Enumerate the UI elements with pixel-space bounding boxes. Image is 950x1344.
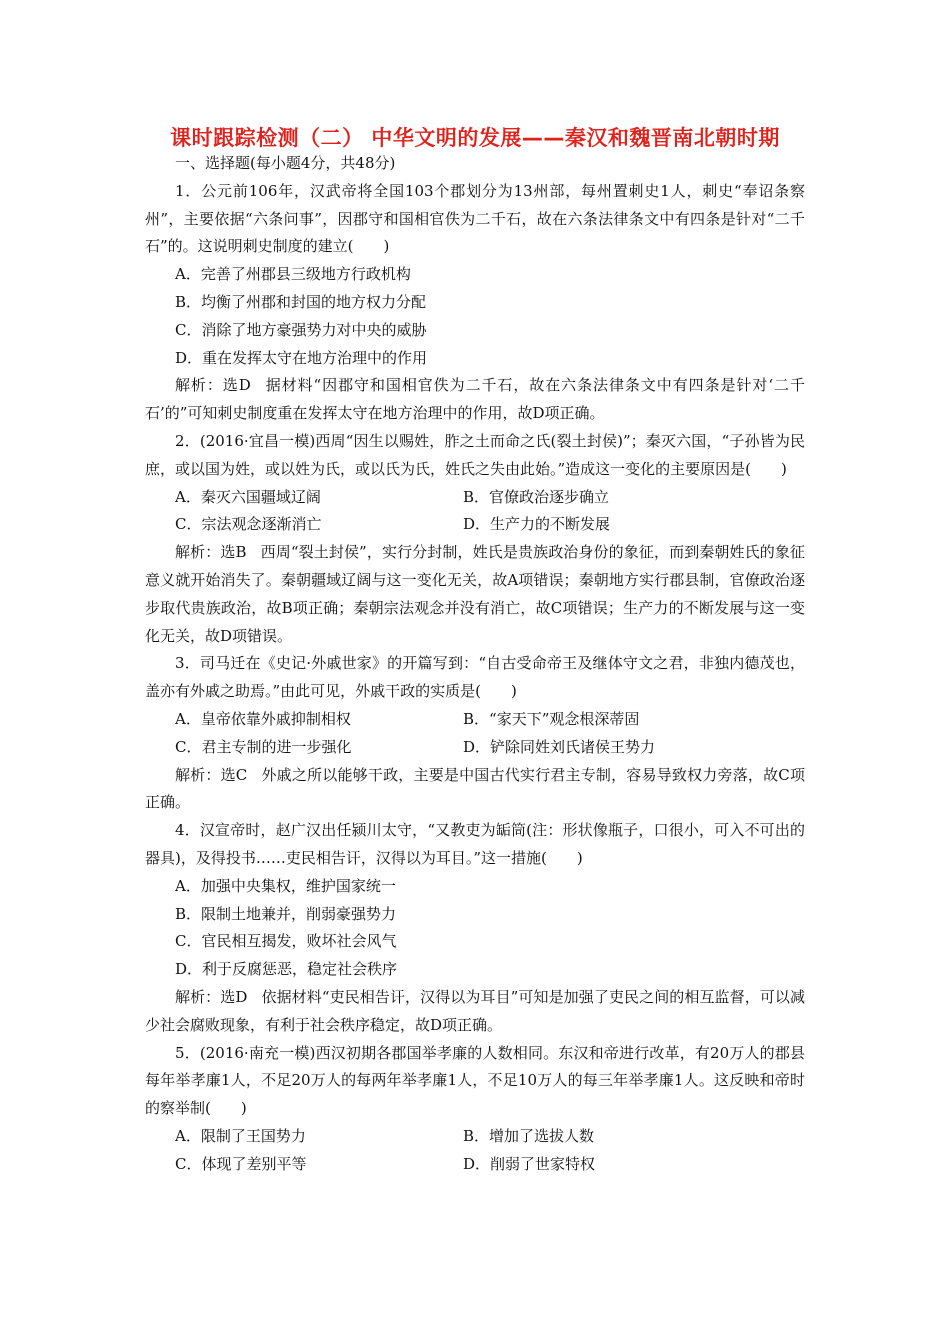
- answer-label: 解析：选D: [175, 376, 251, 395]
- option-row: [145, 734, 805, 762]
- option-d: D．生产力的不断发展: [463, 515, 611, 534]
- question-5: [145, 1040, 805, 1179]
- option-a: A．皇帝依靠外戚抑制相权: [175, 709, 351, 728]
- answer-text: 依据材料“吏民相告讦，汉得以为耳目”可知是加强了吏民之间的相互监督，可以减少社会腐败现象，有利于社会秩序稳定，故D项正确。: [145, 987, 806, 1034]
- answer-explanation: [145, 372, 805, 428]
- answer-label: 解析：选B: [175, 543, 247, 562]
- option-b: B．增加了选拔人数: [463, 1126, 595, 1145]
- option-a: A．加强中央集权，维护国家统一: [175, 876, 396, 895]
- option-row: [145, 484, 805, 512]
- option-row: [145, 511, 805, 539]
- option-a: A．秦灭六国疆域辽阔: [175, 487, 321, 506]
- question-1: [145, 178, 805, 428]
- question-stem: 4．汉宣帝时，赵广汉出任颍川太守，“又教吏为缿筒(注：形状像瓶子，口很小，可入不可出的器具)，及得投书……吏民相告讦，汉得以为耳目。”这一措施( ): [145, 821, 805, 867]
- section-heading: 一、选择题(每小题4分，共48分): [175, 154, 396, 172]
- option-d: D．削弱了世家特权: [463, 1154, 596, 1173]
- answer-text: 西周“裂土封侯”，实行分封制，姓氏是贵族政治身份的象征，而到秦朝姓氏的象征意义就开始消失了。秦朝疆域辽阔与这一变化无关，故A项错误；秦朝地方实行郡县制，官僚政治逐步取代贵族政治，故B项正确；秦朝宗法观念并没有消亡，故C项错误；生产力的不断发展与这一变化无关，故D项错误。: [145, 543, 805, 645]
- option-a: A．完善了州郡县三级地方行政机构: [175, 265, 411, 284]
- option-c: C．君主专制的进一步强化: [175, 737, 352, 756]
- option-c: C．消除了地方豪强势力对中央的威胁: [175, 320, 427, 339]
- answer-label: 解析：选C: [175, 765, 248, 784]
- answer-label: 解析：选D: [175, 987, 248, 1006]
- option-c: C．官民相互揭发，败坏社会风气: [175, 932, 397, 951]
- option-b: B．“家天下”观念根深蒂固: [463, 709, 640, 728]
- option-a: A．限制了王国势力: [175, 1126, 306, 1145]
- question-stem: 3．司马迁在《史记·外戚世家》的开篇写到：“自古受命帝王及继体守文之君，非独内德茂也，盖亦有外戚之助焉。”由此可见，外戚干政的实质是( ): [145, 654, 805, 701]
- question-4: [145, 817, 805, 1039]
- option-b: B．均衡了州郡和封国的地方权力分配: [175, 292, 427, 311]
- answer-explanation: [145, 984, 805, 1040]
- document-body: [145, 150, 805, 1178]
- option-d: D．重在发挥太守在地方治理中的作用: [175, 348, 428, 367]
- question-stem: 2．(2016·宜昌一模)西周“因生以赐姓，胙之土而命之氏(裂土封侯)”；秦灭六国，“子孙皆为民庶，或以国为姓，或以姓为氏，或以氏为氏，姓氏之失由此始。”造成这一变化的主要原因是( ): [145, 431, 805, 478]
- question-stem: 1．公元前106年，汉武帝将全国103个郡划分为13州部，每州置刺史1人，刺史“奉诏条察州”，主要依据“六条问事”，因郡守和国相官佚为二千石，故在六条法律条文中有四条是针对“二千石”的。这说明刺史制度的建立( ): [145, 181, 805, 256]
- option-row: [145, 1123, 805, 1151]
- answer-text: 据材料“因郡守和国相官佚为二千石，故在六条法律条文中有四条是针对‘二千石’的”可知刺史制度重在发挥太守在地方治理中的作用，故D项正确。: [145, 376, 805, 423]
- answer-explanation: [145, 539, 805, 650]
- question-2: [145, 428, 805, 650]
- option-b: B．官僚政治逐步确立: [463, 487, 610, 506]
- option-row: [145, 706, 805, 734]
- question-stem: 5．(2016·南充一模)西汉初期各郡国举孝廉的人数相同。东汉和帝进行改革，有20万人的郡县每年举孝廉1人，不足20万人的每两年举孝廉1人，不足10万人的每三年举孝廉1人。这反映和帝时的察举制( ): [145, 1043, 805, 1118]
- answer-explanation: [145, 762, 805, 818]
- option-d: D．铲除同姓刘氏诸侯王势力: [463, 737, 656, 756]
- option-c: C．宗法观念逐渐消亡: [175, 515, 322, 534]
- answer-text: 外戚之所以能够干政，主要是中国古代实行君主专制，容易导致权力旁落，故C项正确。: [145, 765, 805, 812]
- option-row: [145, 1151, 805, 1179]
- option-d: D．利于反腐惩恶，稳定社会秩序: [175, 960, 398, 979]
- option-c: C．体现了差别平等: [175, 1154, 307, 1173]
- page-title: 课时跟踪检测（二） 中华文明的发展——秦汉和魏晋南北朝时期: [170, 126, 780, 150]
- question-3: [145, 650, 805, 817]
- option-b: B．限制土地兼并，削弱豪强势力: [175, 904, 397, 923]
